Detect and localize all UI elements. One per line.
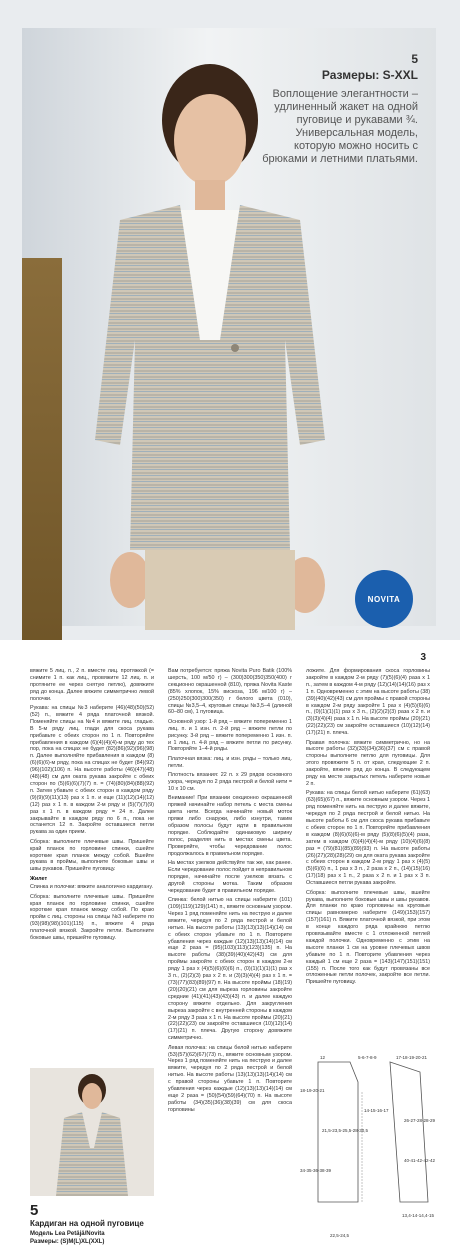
paragraph: Спинка и полочки: вяжите аналогично кардигану. [30,884,153,891]
schematic-label: 18-19-20-21 [300,1088,325,1093]
paragraph: На местах узелков действуйте так же, как ранее. Если чередование полос пойдет в неправильном порядке, начинайте после узелков вязать с другой стороны мотка. Таким образом чередование будет в правильном порядке. [168,860,292,894]
paragraph: Вам потребуется: пряжа Novita Puro Batik (100% шерсть, 100 м/50 г) – (300)300(350)350(400) г секционно окрашенной (810), пряжа Novita Kaste (85% хлопок, 15% вискоза, 196 м/100 г) – (250)250(300)300(350) г белого цвета (010), спицы №3,5–4, круговые спицы №3,5–4 (длиной 60–80 см), 1 пуговица. [168,668,292,716]
paragraph: Плотность вязания: 22 п. x 29 рядов основного узора, чередуя по 2 ряда пестрой и белой нити = 10 x 10 см. [168,772,292,792]
paragraph: Сборка: выполните плечевые швы, вшейте рукава, выполните боковые швы и швы рукавов. Для планки по краю горловины на круговые спицы равномерно наберите (149)(153)(157)(157)(161) п. Вяжите платочной вязкой, при этом в конце каждого ряда крайнюю петлю провязывайте вместе с 1 отложенной петлей каждой полочки. Одновременно с этим на высоте планки 1 см на уровне плечевых швов убавьте по 1 п. Повторите убавления через каждый 1 см еще 2 раза = (143)(147)(151)(151)(155) п. После того как будут провязаны все отложенные петли полочек, закройте все петли. Пришейте пуговицу. [306,889,430,986]
paragraph: ложите. Для формирования скоса горловины закройте в каждом 2-м ряду (7)(5)(6)(4) раза x 1 п., затем в каждом 4-м ряду (12)(14)(14)(16) раз x 1 п. Одновременно с этим на высоте работы (38)(39)(40)(42)(43) см для проймы с правой стороны в каждом 2-м ряду закройте 1 раз x (4)(5)(6)(6) п., (0)(1)(1)(1) раз x 3 п., (2)(2)(2)(3) раза x 2 п. и (3)(3)(4)(4) раза x 1 п. На высоте проймы (20)(21)(22)(22)(23) см закройте оставшиеся (10)(12)(14)(17)(21) п. плеча. [306,668,430,737]
model-number: 5 [30,1202,39,1219]
paragraph: Спинка: белой нитью на спицы наберите (101)(109)(119)(129)(141) п., вяжите основным узором. Через 1 ряд поменяйте нить на пеструю и далее вяжите, чередуя по 2 ряда пестрой и белой нитью. На высоте работы (13)(13)(13)(14)(14) см с обеих сторон убавьте по 1 п. Повторите убавления через каждые (12)(13)(13)(14)(14) см еще 2 раза = (95)(103)(113)(123)(135) п. На высоте работы (38)(39)(40)(42)(43) см для проймы закройте с обеих сторон в каждом 2-м ряду 1 раз x (4)(5)(6)(6)(6) п., (0)(1)(1)(1)(1) раз x 3 п., (2)(2)(3) раз x 2 п. и (3)(3)(4)(4) раз x 1 п. = (73)(77)(83)(89)(97) п. На высоте проймы (18)(19)(20)(20)(21) см для выреза горловины закройте средние (41)(41)(43)(43)(43) п. и далее каждую сторону вяжите отдельно. Для закругления выреза закройте с внутренней стороны в каждом 2-м ряду 3 раза x 1 п. На высоте проймы (20)(21)(22)(22)(23) см закройте оставшиеся (10)(12)(14)(17)(21) п. плеча. Другую сторону довяжите симметрично. [168,897,292,1042]
page-number: 3 [420,652,426,663]
schematic-label: 40-41-42-42-42 [404,1158,436,1163]
schematic-label: 5-6-7-8-9 [358,1055,377,1060]
paragraph: вяжите 5 лиц. п., 2 п. вместе лиц. протяжкой (= снимите 1 п. как лиц., провяжите 12 лиц. п. и протяните ее через снятую петлю), довяжите ряд до конца. Далее вяжите симметрично левой полочки. [30,668,154,702]
thumbnail-figure [30,1068,154,1196]
model-title: Кардиган на одной пуговице [30,1219,144,1228]
schematic-label: 13,4-14-14,4-15 [402,1213,435,1218]
paragraph: Рукава: на спицы белой нитью наберите (61)(63)(63)(65)(67) п., вяжите основным узором. Через 1 ряд поменяйте нить на пеструю и далее вяжите, чередуя по 2 ряда пестрой и белой нитью. На высоте работы 6 см для скоса рукава прибавьте с обеих сторон по 1 п. Повторяйте прибавления в каждом (8)(6)(6)(6)-м ряду (5)(8)(6)(5)(4) раза, затем в каждом (6)(4)(4)(4)-м ряду (10)(4)(6)(8) раз = (79)(81)(85)(89)(93) п. На высоте работы (26)(27)(28)(28)(29) см для оката рукава закройте с обеих сторон в каждом 2-м ряду 1 раз x (4)(5)(5)(6)(6) п., 1 раз x 3 п., 2 раза x 2 п., (14)(15)(16)(17)(18) раз x 1 п., 2 раза x 2 п. и 1 раз x 3 п. Оставшиеся петли рукава закройте. [306,790,430,887]
background-shelf [22,258,62,640]
schematic-label: 14-15-16-17 [364,1108,389,1113]
paragraph: Рукава: на спицы №3 наберите (46)(48)(50)(52)(52) п., вяжите 4 ряда платочной вязкой. Поменяйте спицы на №4 и вяжите лиц. гладью. В 5-м ряду лиц. глади для скоса рукава прибавьте с обеих сторон по 1 п. Повторяйте прибавления в каждом (6)(4)(4)(4)-м ряду до тех пор, пока на спицах не будет (82)(86)(92)(96)(98) п. Далее выполняйте прибавления в каждом (8)(6)(6)(6)-м ряду, пока на спицах не будет (84)(92)(96)(102)(106) п. На высоте работы (46)(47)(48)(48)(48) см для оката рукава закройте с обеих сторон по (5)(6)(6)(7)(7) п. = (74)(80)(84)(88)(92) п. Затем убавьте с обеих сторон в каждом ряду (9)(9)(9)(11)(13) раз x 1 п. и еще (11)(12)(14)(12)(12) раз x 1 п. в каждом 2-м ряду и (5)(7)(7)(9) раз x 1 п. в каждом ряду = 24 п. Далее закрывайте в каждом ряду по 6 п., пока не останется 12 п. Закройте оставшиеся петли рукава за один прием. [30,705,154,836]
pattern-schematic [300,1052,440,1252]
schematic-label: 22,5-24,5 [330,1233,350,1238]
column-3 [306,668,430,989]
schematic-sleeve-piece [390,1062,428,1202]
photo-caption [258,52,418,166]
schematic-label: 26-27-28-28-29 [404,1118,436,1123]
model-credit: Модель Lea Petäjä/Novita [30,1231,105,1237]
paragraph: Внимание! При вязании секционно окрашенной пряжей начинайте набор петель с места смены цвета нити. Всегда начинайте новый моток пряжи либо снаружи, либо изнутри, таким образом полосы будут идти в правильном порядке. Соблюдайте одинаковую ширину полос, разделяя нить в местах смены цвета. Проверяйте, чтобы чередование полос продолжалось в правильном порядке. [168,795,292,857]
caption-sizes: Размеры: S-XXL [321,68,418,82]
paragraph: Платочная вязка: лиц. и изн. ряды – только лиц. петли. [168,755,292,769]
paragraph: Сборка: выполните плечевые швы. Пришейте края планок по горловине спинки, сшейте короткие края планок между собой. По краю пройм с лиц. стороны на спицы №3 наберите по (93)(98)(98)(101)(115) п., вяжите 4 ряда платочной вязкой. Закройте петли. Выполните боковые швы, пришейте пуговицу. [30,893,154,942]
caption-text: Воплощение элегантности – удлиненный жакет на одной пуговице и рукавами ¾. Универсальная модель, которую можно носить с брюками и летними платьями. [262,88,418,165]
brand-logo-text: NOVITA [367,594,401,604]
schematic-label: 34-35-36-38-39 [300,1168,332,1173]
model-thumbnail-photo [30,1068,154,1196]
section-heading: Жилет [30,875,48,882]
schematic-label: 17-18-19-20-21 [396,1055,428,1060]
column-2 [168,668,292,1116]
paragraph: Правая полочка: вяжите симметрично, но на высоте работы (32)(33)(34)(36)(37) см с правой стороны выполните петлю для пуговицы. Для этого провяжите 5 п. от края, следующие 2 п. закройте, вяжите ряд до конца. В следующем ряду на месте закрытых петель наберите новые 2 п. [306,739,430,787]
caption-number: 5 [411,52,418,66]
brand-logo [355,570,413,628]
column-1 [30,668,154,944]
model-sizes: Размеры: (S)M(L)XL(XXL) [30,1239,105,1245]
paragraph: Основной узор: 1-й ряд – вяжите попеременно 1 лиц. п. и 1 изн. п. 2-й ряд – вяжите петли по рисунку. 3-й ряд – вяжите попеременно 1 изн. п. и 1 лиц. п. 4-й ряд – вяжите петли по рисунку. Повторяйте 1–4-й ряды. [168,718,292,753]
paragraph: Левая полочка: на спицы белой нитью наберите (53)(57)(62)(67)(73) п., вяжите основным узором. Через 1 ряд поменяйте нить на пеструю и далее вяжите, чередуя по 2 ряда пестрой и белой нитью. На высоте работы (13)(13)(13)(14)(14) см с правой стороны убавьте 1 п. Повторите убавления через каждые (12)(13)(13)(14)(14) см еще 2 раза = (50)(54)(59)(64)(70) п. На высоте работы (34)(35)(36)(38)(39) см для скоса горловины [168,1044,292,1113]
schematic-label: 21,5-23,5-25,5-28-30,5 [322,1128,369,1133]
paragraph: Сборка: выполните плечевые швы. Пришейте край планок по горловине спинки, сшейте короткие края планок между собой. Вшейте рукава в проймы, выполните боковые швы и швы рукавов. Пришейте пуговицу. [30,838,154,873]
schematic-label: 12 [320,1055,326,1060]
